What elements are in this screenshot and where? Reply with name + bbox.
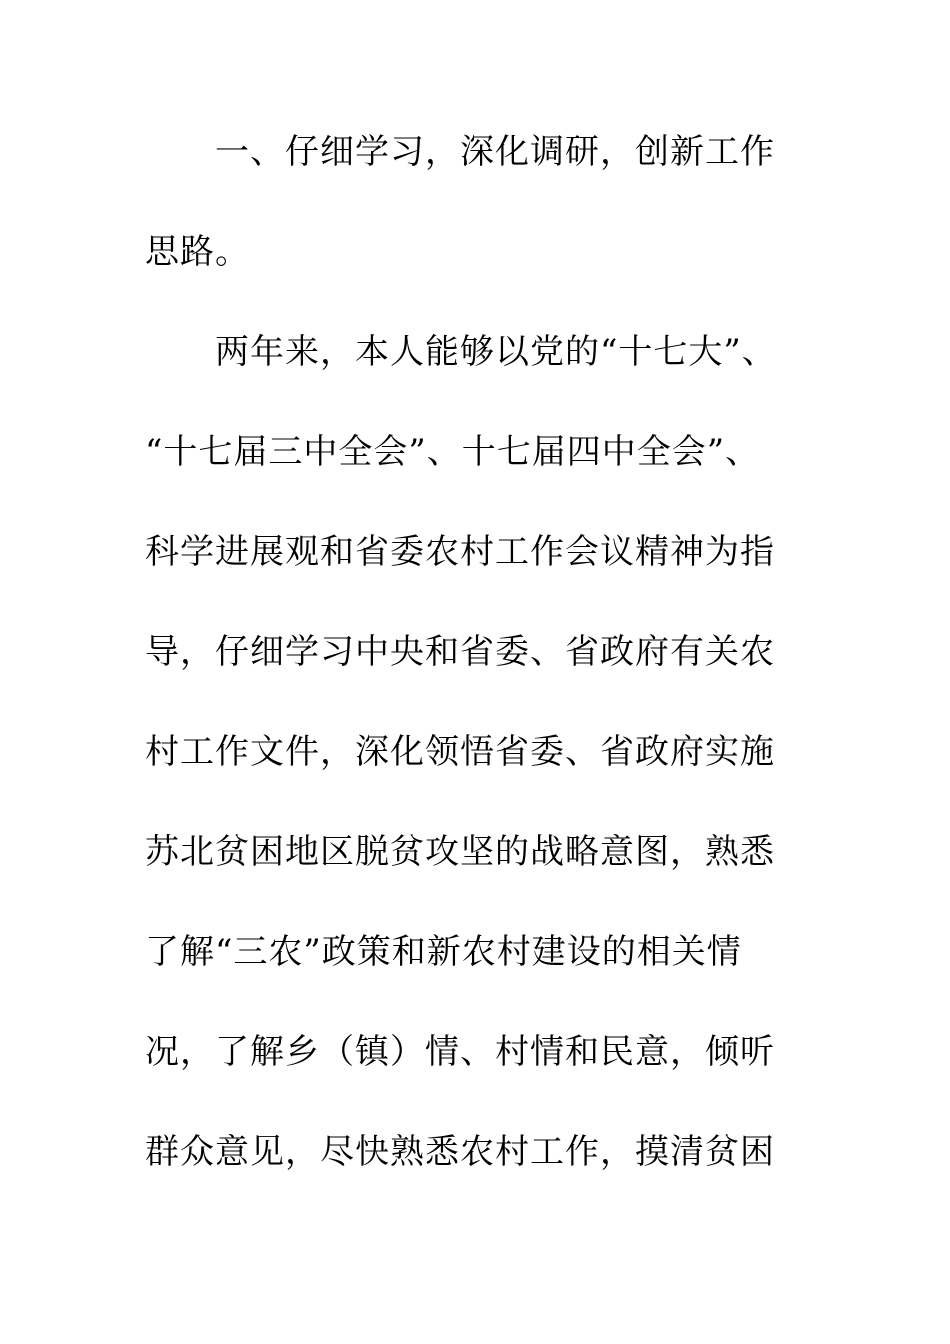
paragraph-line-9: 群众意见，尽快熟悉农村工作，摸清贫困	[145, 1132, 775, 1172]
paragraph-line-4: 导，仔细学习中央和省委、省政府有关农	[145, 632, 775, 672]
paragraph-line-2: “十七届三中全会”、十七届四中全会”、	[145, 432, 761, 472]
paragraph-line-8: 况，了解乡（镇）情、村情和民意，倾听	[145, 1032, 775, 1072]
paragraph-line-7: 了解“三农”政策和新农村建设的相关情	[145, 932, 742, 972]
paragraph-line-1: 两年来，本人能够以党的“十七大”、	[215, 332, 777, 372]
paragraph-line-3: 科学进展观和省委农村工作会议精神为指	[145, 532, 775, 572]
heading-line-1: 一、仔细学习，深化调研，创新工作	[215, 132, 775, 172]
paragraph-line-6: 苏北贫困地区脱贫攻坚的战略意图，熟悉	[145, 832, 775, 872]
paragraph-line-5: 村工作文件，深化领悟省委、省政府实施	[145, 732, 775, 772]
heading-line-2: 思路。	[145, 232, 250, 272]
